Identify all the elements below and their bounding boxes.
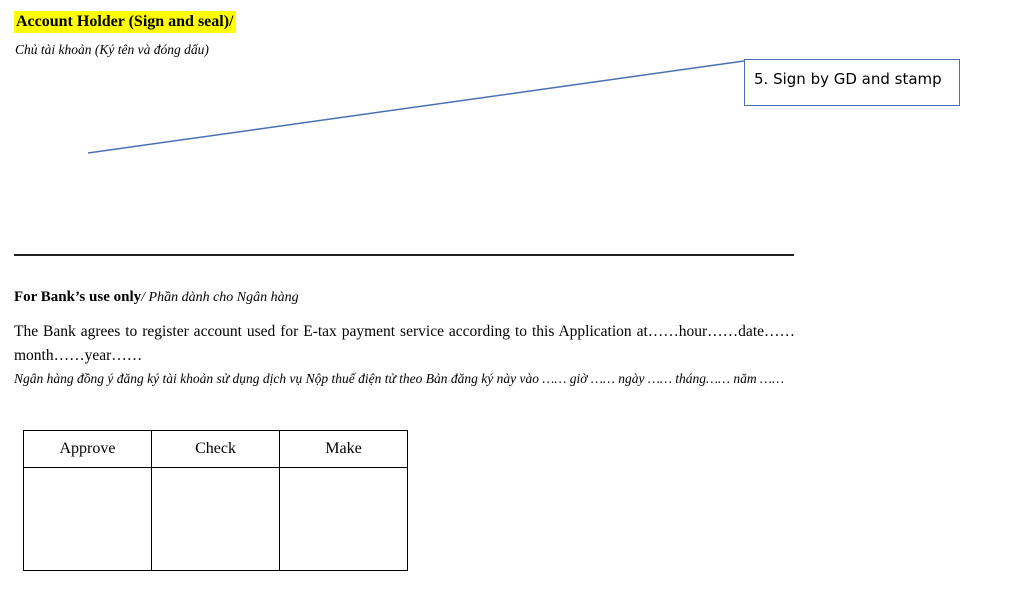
approval-table-header-row [24,431,408,468]
bank-use-title [14,289,299,306]
account-holder-title: Account Holder (Sign and seal)/ [14,11,236,33]
account-holder-subtitle: Chủ tài khoản (Ký tên và đóng dấu) [15,42,209,57]
header-check: Check [152,431,280,468]
comment-callout-box[interactable]: 5. Sign by GD and stamp [744,59,960,106]
header-make: Make [280,431,408,468]
bank-agreement-text-vn: Ngân hàng đồng ý đăng ký tài khoản sử dụng dịch vụ Nộp thuế điện tử theo Bản đăng ký này vào …… giờ …… ngày …… tháng…… năm …… [14,371,784,386]
approval-table-signature-row [24,468,408,571]
section-divider [14,254,794,256]
approval-table [23,430,408,571]
check-signature-cell[interactable] [152,468,280,571]
bank-agreement-text: The Bank agrees to register account used for E-tax payment service according to this Application at……hour……date……month……year…… [14,323,795,364]
bank-use-title-en: For Bank’s use only [14,289,142,305]
approve-signature-cell[interactable] [24,468,152,571]
bank-use-title-vn: / Phần dành cho Ngân hàng [141,290,299,305]
make-signature-cell[interactable] [280,468,408,571]
header-approve: Approve [24,431,152,468]
